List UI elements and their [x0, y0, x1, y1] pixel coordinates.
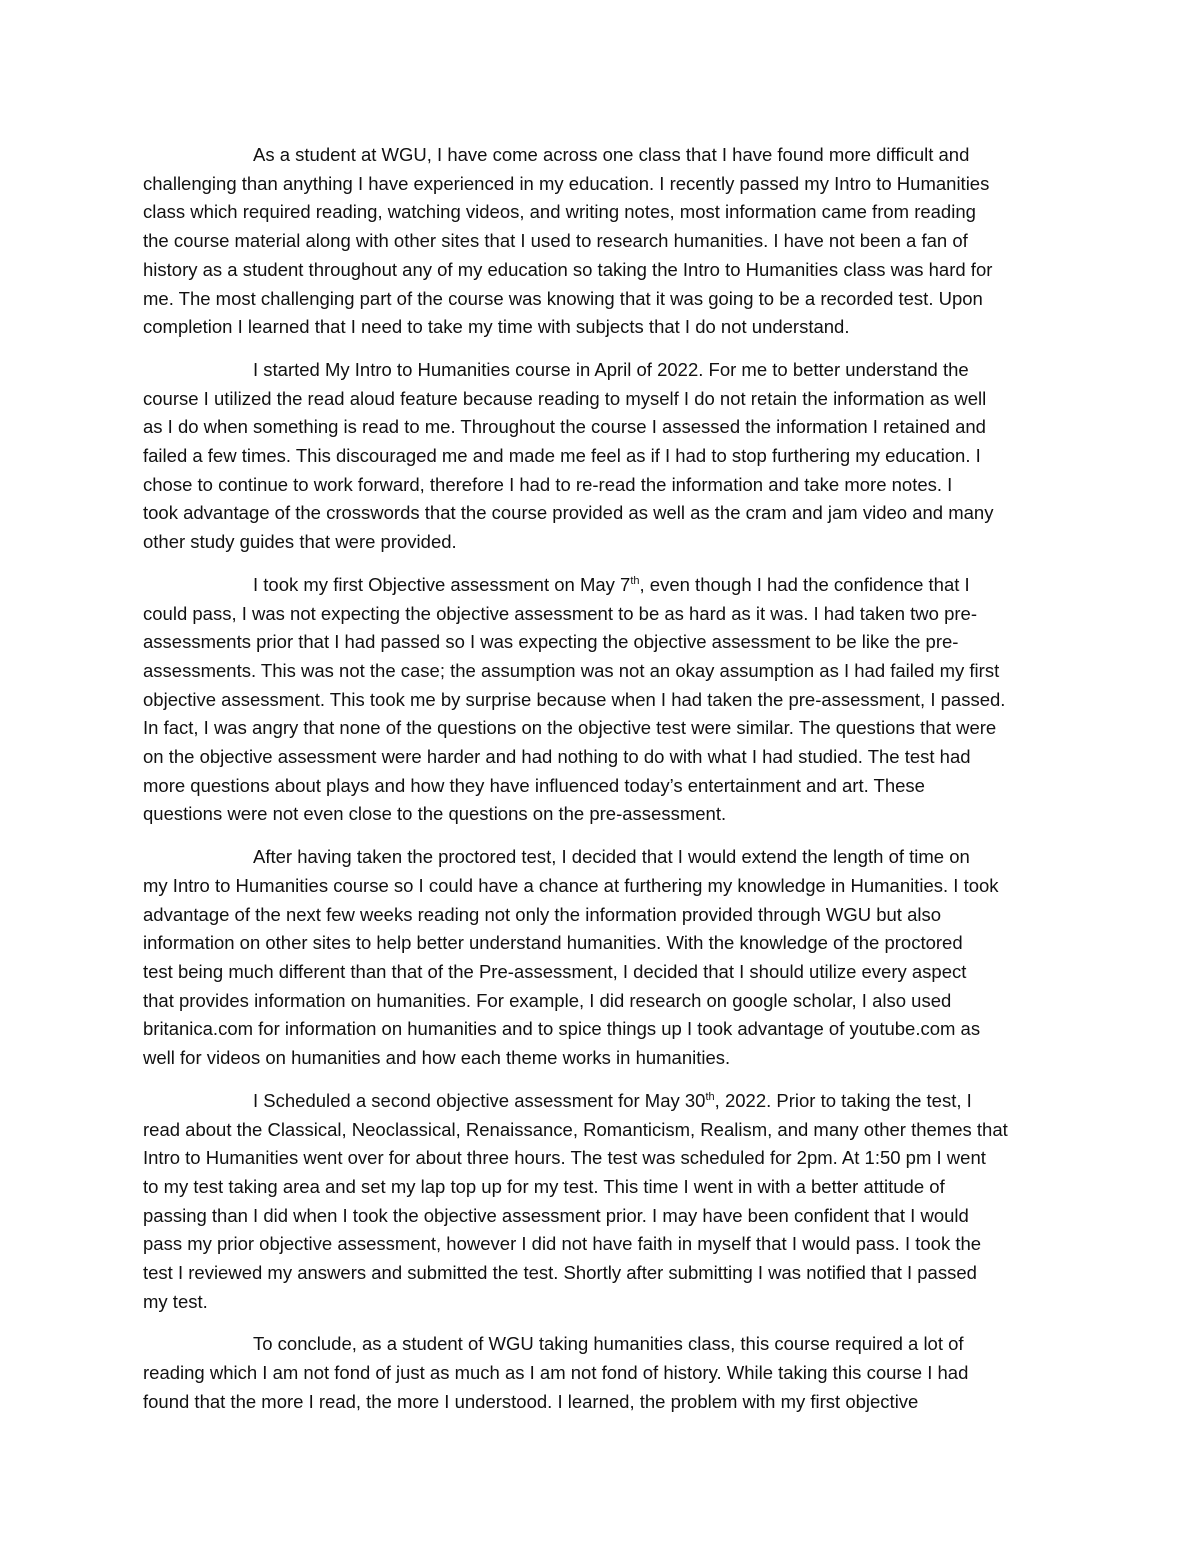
- text-segment: I Scheduled a second objective assessment for May 30: [253, 1089, 706, 1111]
- text-line: passing than I did when I took the objective assessment prior. I may have been confident that I would: [143, 1204, 969, 1226]
- text-segment: , even though I had the confidence that I: [639, 573, 970, 595]
- text-line: britanica.com for information on humanities and to spice things up I took advantage of youtube.com as: [143, 1018, 981, 1040]
- text-line: [143, 571, 1063, 600]
- text-line: course I utilized the read aloud feature because reading to myself I do not retain the information as well: [143, 387, 987, 409]
- text-line: assessments. This was not the case; the assumption was not an okay assumption as I had failed my first: [143, 659, 1000, 681]
- text-line: class which required reading, watching videos, and writing notes, most information came from reading: [143, 201, 976, 223]
- text-line: Intro to Humanities went over for about three hours. The test was scheduled for 2pm. At 1:50 pm I went: [143, 1147, 986, 1169]
- text-line: To conclude, as a student of WGU taking humanities class, this course required a lot of: [253, 1333, 964, 1355]
- text-line: well for videos on humanities and how each theme works in humanities.: [143, 1047, 731, 1069]
- text-line: [143, 1087, 1063, 1116]
- text-line: challenging than anything I have experienced in my education. I recently passed my Intro to Humanities: [143, 172, 990, 194]
- text-line: information on other sites to help better understand humanities. With the knowledge of the proctored: [143, 932, 963, 954]
- text-segment: , 2022. Prior to taking the test, I: [714, 1089, 972, 1111]
- text-line: my test.: [143, 1290, 208, 1312]
- ordinal-suffix: th: [630, 574, 640, 587]
- essay-body: [143, 141, 1063, 1431]
- text-line: test I reviewed my answers and submitted the test. Shortly after submitting I was notified that I passed: [143, 1262, 977, 1284]
- text-line: reading which I am not fond of just as much as I am not fond of history. While taking this course I had: [143, 1362, 969, 1384]
- text-line: the course material along with other sites that I used to research humanities. I have not been a fan of: [143, 230, 968, 252]
- text-segment: I took my first Objective assessment on May 7: [253, 573, 631, 595]
- text-line: history as a student throughout any of my education so taking the Intro to Humanities class was hard for: [143, 258, 993, 280]
- text-line: I started My Intro to Humanities course in April of 2022. For me to better understand the: [253, 358, 969, 380]
- text-line: took advantage of the crosswords that the course provided as well as the cram and jam video and many: [143, 502, 994, 524]
- paragraph-1: [143, 141, 1063, 342]
- ordinal-suffix: th: [705, 1090, 715, 1103]
- text-line: failed a few times. This discouraged me and made me feel as if I had to stop furthering my education. I: [143, 445, 981, 467]
- paragraph-5: [143, 1087, 1063, 1317]
- text-line: In fact, I was angry that none of the questions on the objective test were similar. The questions that were: [143, 717, 997, 739]
- text-line: read about the Classical, Neoclassical, Renaissance, Romanticism, Realism, and many other themes that: [143, 1118, 1008, 1140]
- paragraph-3: [143, 571, 1063, 829]
- text-line: assessments prior that I had passed so I was expecting the objective assessment to be like the pre-: [143, 631, 959, 653]
- text-line: questions were not even close to the questions on the pre-assessment.: [143, 803, 727, 825]
- text-line: As a student at WGU, I have come across one class that I have found more difficult and: [253, 144, 970, 165]
- text-line: on the objective assessment were harder and had nothing to do with what I had studied. The test had: [143, 746, 971, 768]
- text-line: to my test taking area and set my lap top up for my test. This time I went in with a better attitude of: [143, 1175, 945, 1197]
- text-line: After having taken the proctored test, I decided that I would extend the length of time on: [253, 846, 970, 868]
- text-line: as I do when something is read to me. Throughout the course I assessed the information I retained and: [143, 416, 986, 438]
- text-line: that provides information on humanities. For example, I did research on google scholar, I also used: [143, 989, 952, 1011]
- text-line: my Intro to Humanities course so I could have a chance at furthering my knowledge in Humanities. I took: [143, 874, 999, 896]
- text-line: more questions about plays and how they have influenced today’s entertainment and art. These: [143, 774, 925, 796]
- text-line: could pass, I was not expecting the objective assessment to be as hard as it was. I had taken two pre-: [143, 602, 977, 624]
- text-line: chose to continue to work forward, therefore I had to re-read the information and take more notes. I: [143, 473, 953, 495]
- text-line: pass my prior objective assessment, however I did not have faith in myself that I would pass. I took the: [143, 1233, 982, 1255]
- text-line: me. The most challenging part of the course was knowing that it was going to be a recorded test. Upon: [143, 287, 983, 309]
- text-line: completion I learned that I need to take my time with subjects that I do not understand.: [143, 316, 850, 338]
- text-line: test being much different than that of the Pre-assessment, I decided that I should utilize every aspect: [143, 960, 967, 982]
- paragraph-6: [143, 1330, 1063, 1416]
- text-line: advantage of the next few weeks reading not only the information provided through WGU but also: [143, 903, 942, 925]
- text-line: objective assessment. This took me by surprise because when I had taken the pre-assessment, I passed.: [143, 688, 1006, 710]
- text-line: other study guides that were provided.: [143, 531, 457, 553]
- text-line: found that the more I read, the more I understood. I learned, the problem with my first objective: [143, 1390, 919, 1412]
- paragraph-4: [143, 843, 1063, 1073]
- paragraph-2: [143, 356, 1063, 557]
